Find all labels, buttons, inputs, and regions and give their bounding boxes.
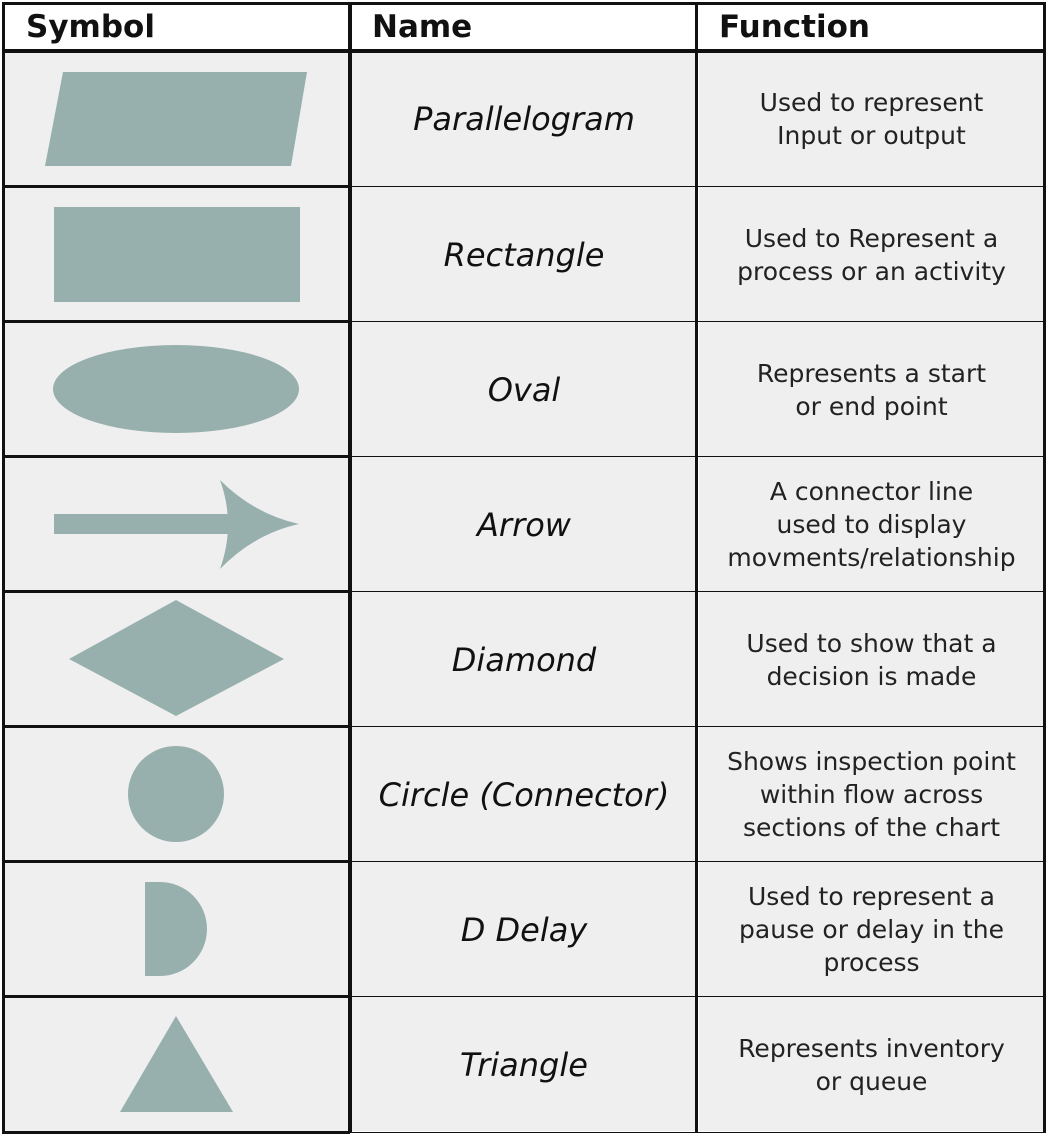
symbol-cell-arrow <box>4 458 350 591</box>
row-divider <box>2 725 350 728</box>
function-triangle: Represents inventory or queue <box>738 1033 1005 1096</box>
header-name: Name <box>372 9 473 45</box>
table-border-left <box>2 2 5 1133</box>
symbol-cell-rectangle <box>4 188 350 321</box>
function-d-delay: Used to represent a pause or delay in the process <box>739 882 1004 977</box>
function-parallelogram: Used to represent Input or output <box>759 88 984 150</box>
table-border-right <box>1043 2 1046 1133</box>
function-diamond: Used to show that a decision is made <box>746 628 997 691</box>
symbol-cell-oval <box>4 323 350 456</box>
symbol-cell-diamond <box>4 593 350 726</box>
name-triangle: Triangle <box>460 1045 588 1084</box>
row-divider <box>2 185 350 188</box>
header-border-top <box>2 2 1046 5</box>
row-divider <box>350 456 1046 457</box>
function-rectangle: Used to Represent a process or an activity <box>737 223 1006 286</box>
table-border-bottom <box>350 1132 1046 1133</box>
d-delay-shape <box>4 863 350 996</box>
row-divider <box>350 726 1046 727</box>
name-diamond: Diamond <box>451 640 597 679</box>
row-divider <box>2 455 350 458</box>
function-circle-connector: Shows inspection point within flow across sections of the chart <box>727 747 1016 842</box>
symbol-cell-triangle <box>4 998 350 1131</box>
row-divider <box>350 996 1046 997</box>
triangle-shape <box>4 998 350 1131</box>
row-divider <box>2 860 350 863</box>
row-divider <box>2 995 350 998</box>
name-arrow: Arrow <box>477 505 571 544</box>
header-border-bottom <box>2 49 1046 53</box>
header-function: Function <box>719 9 870 45</box>
name-parallelogram: Parallelogram <box>413 100 635 138</box>
row-divider <box>350 321 1046 322</box>
header-symbol: Symbol <box>26 9 155 45</box>
name-oval: Oval <box>487 370 561 409</box>
row-divider <box>350 186 1046 187</box>
arrow-shape <box>4 458 350 591</box>
row-divider <box>2 320 350 323</box>
name-d-delay: D Delay <box>460 910 588 949</box>
symbol-cell-circle <box>4 728 350 861</box>
row-divider <box>350 861 1046 862</box>
symbol-cell-parallelogram <box>4 52 350 186</box>
table-border-bottom <box>2 1131 350 1134</box>
oval-shape <box>4 323 350 456</box>
column-divider-1 <box>348 2 352 1133</box>
circle-shape <box>4 728 350 861</box>
rectangle-shape <box>4 188 350 321</box>
column-divider-2 <box>695 2 698 1133</box>
row-divider <box>350 591 1046 592</box>
function-arrow: A connector line used to display movments/relationship <box>727 477 1016 572</box>
row-divider <box>2 590 350 593</box>
symbol-cell-d-delay <box>4 863 350 996</box>
diamond-shape <box>4 593 350 726</box>
name-circle-connector: Circle (Connector) <box>378 775 670 814</box>
name-rectangle: Rectangle <box>443 235 605 274</box>
function-oval: Represents a start or end point <box>756 358 987 421</box>
parallelogram-shape <box>4 52 350 186</box>
